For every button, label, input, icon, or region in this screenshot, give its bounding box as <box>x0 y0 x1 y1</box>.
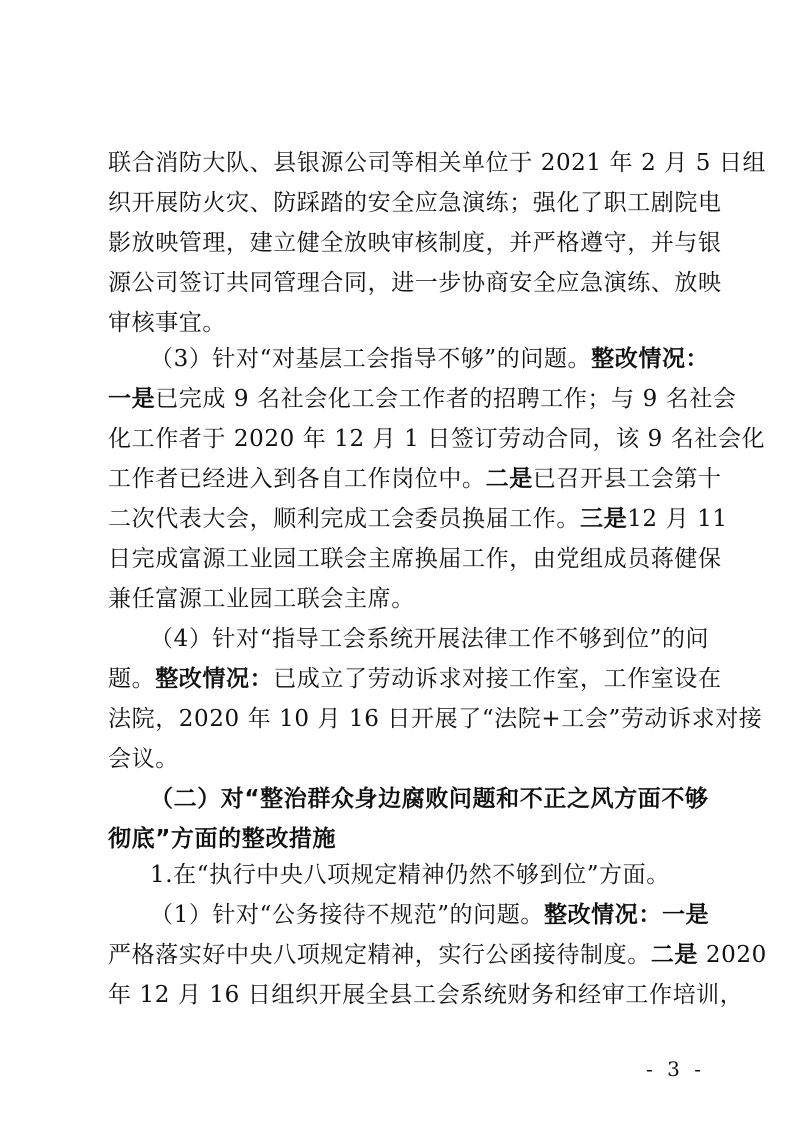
paragraph-line: （4）针对“指导工会系统开展法律工作不够到位”的问 <box>150 626 710 652</box>
bold-label: 二是 <box>485 465 533 492</box>
bold-label: 一是 <box>108 385 156 412</box>
section-heading: 彻底”方面的整改措施 <box>108 826 337 852</box>
bold-label: 整改情况：一是 <box>543 901 710 928</box>
paragraph-line: 法院，2020 年 10 月 16 日开展了“法院+工会”劳动诉求对接 <box>108 706 763 732</box>
section-heading: （二）对“整治群众身边腐败问题和不正之风方面不够 <box>150 786 709 812</box>
text-run: 已成立了劳动诉求对接工作室，工作室设在 <box>273 666 722 692</box>
text-run: 已召开县工会第十 <box>532 466 722 492</box>
bold-label: 三是 <box>580 505 628 532</box>
text-run: 严格落实好中央八项规定精神，实行公函接待制度。 <box>108 942 651 968</box>
paragraph-line: 年 12 月 16 日组织开展全县工会系统财务和经审工作培训， <box>108 982 744 1008</box>
text-run: 已完成 9 名社会化工会工作者的招聘工作；与 9 名社会 <box>155 386 737 412</box>
paragraph-line: 织开展防火灾、防踩踏的安全应急演练；强化了职工剧院电 <box>108 190 722 216</box>
bold-label: 整改情况： <box>591 345 710 372</box>
paragraph-line <box>150 344 710 374</box>
paragraph-line: 影放映管理，建立健全放映审核制度，并严格遵守，并与银 <box>108 230 722 256</box>
paragraph-line: 化工作者于 2020 年 12 月 1 日签订劳动合同，该 9 名社会化 <box>108 426 766 452</box>
paragraph-line <box>150 900 710 930</box>
text-run: （3）针对“对基层工会指导不够”的问题。 <box>150 346 592 372</box>
paragraph-line <box>108 464 722 494</box>
paragraph-line: 联合消防大队、县银源公司等相关单位于 2021 年 2 月 5 日组 <box>108 150 767 176</box>
page-number: - 3 - <box>646 1057 705 1081</box>
paragraph-line: 源公司签订共同管理合同，进一步协商安全应急演练、放映 <box>108 270 722 296</box>
paragraph-line <box>108 504 728 534</box>
bold-label: 整改情况： <box>155 665 274 692</box>
paragraph-line: 审核事宜。 <box>108 310 226 336</box>
paragraph-line <box>108 940 767 970</box>
text-run: 2020 <box>698 942 767 968</box>
text-run: 二次代表大会，顺利完成工会委员换届工作。 <box>108 506 580 532</box>
paragraph-line: 兼任富源工业园工联会主席。 <box>108 586 415 612</box>
bold-label: 二是 <box>650 941 699 968</box>
paragraph-line: 日完成富源工业园工联会主席换届工作，由党组成员蒋健保 <box>108 546 722 572</box>
list-item: 1.在“执行中央八项规定精神仍然不够到位”方面。 <box>150 862 670 888</box>
text-run: 题。 <box>108 666 156 692</box>
paragraph-line: 会议。 <box>108 746 179 772</box>
text-run: 工作者已经进入到各自工作岗位中。 <box>108 466 486 492</box>
paragraph-line <box>108 384 737 414</box>
text-run: 12 月 11 <box>627 506 728 532</box>
paragraph-line <box>108 664 722 694</box>
text-run: （1）针对“公务接待不规范”的问题。 <box>150 902 544 928</box>
